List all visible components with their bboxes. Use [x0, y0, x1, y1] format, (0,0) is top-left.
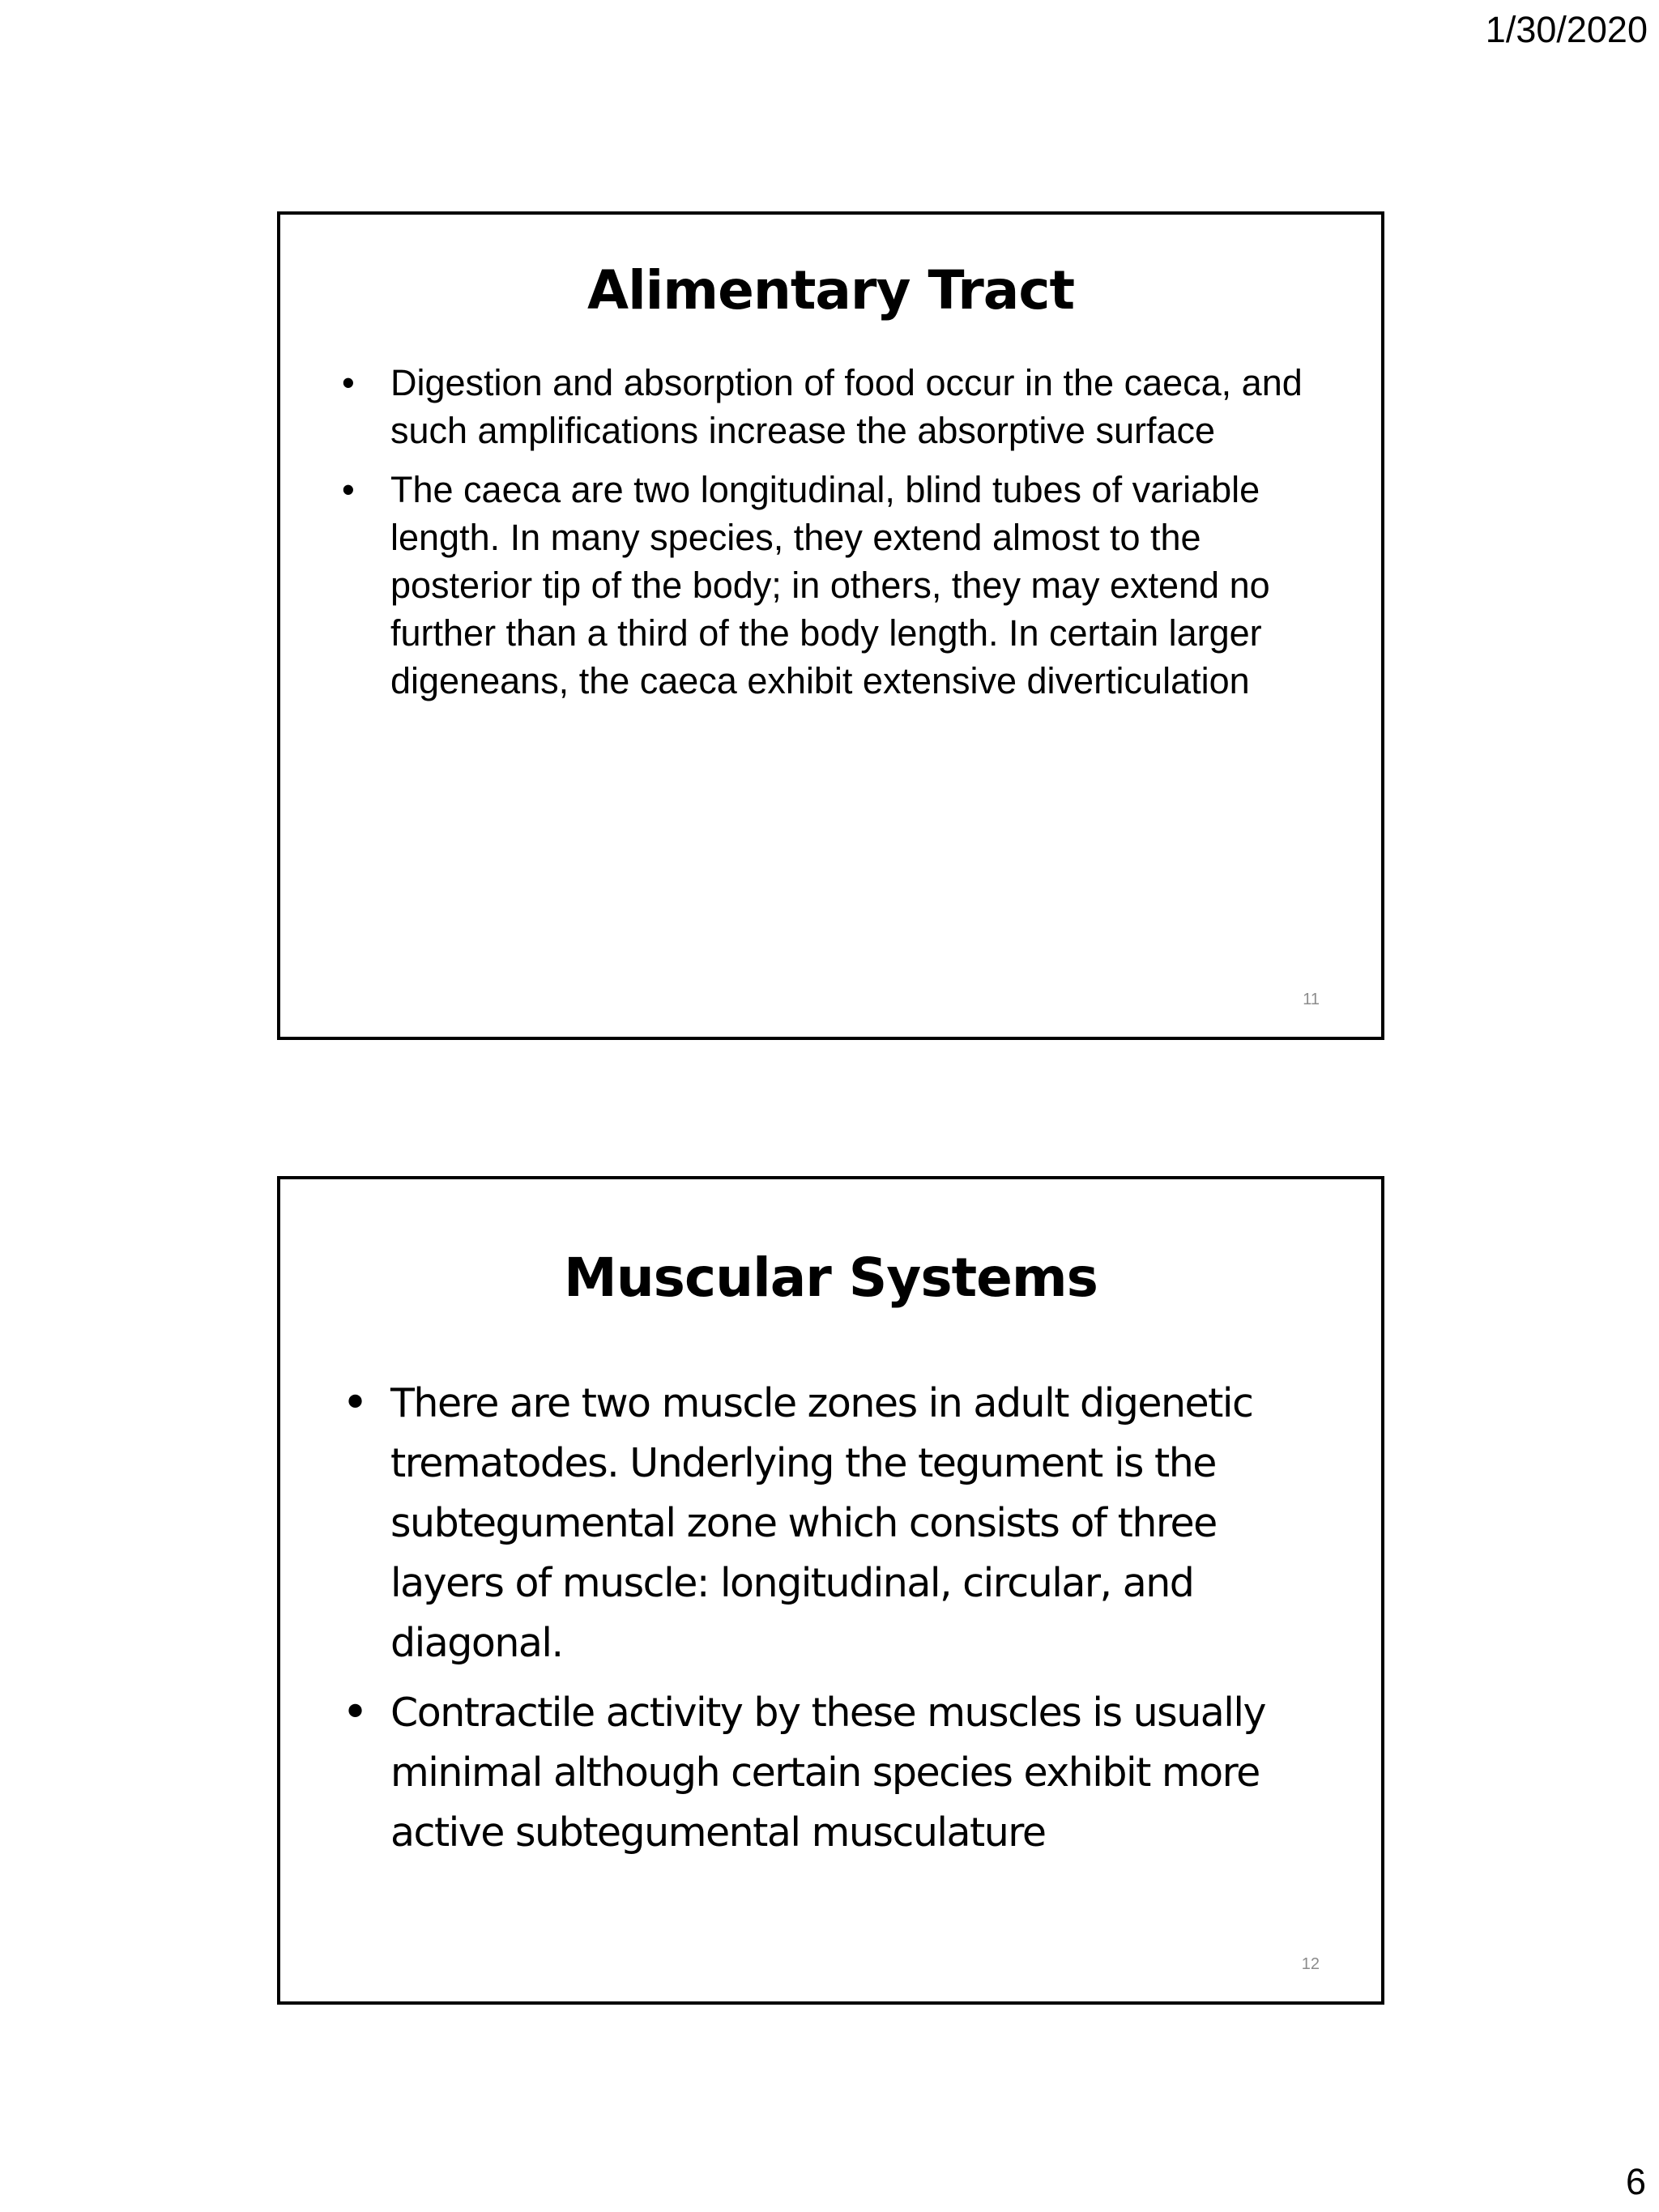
slide-number: 11 [1303, 991, 1320, 1008]
page-number: 6 [1625, 2161, 1646, 2202]
bullet-item: • The caeca are two longitudinal, blind tubes of variable length. In many species, they extend almost to the posterior tip of the body; in others, they may extend no further than a third of the body length. In certain larger digeneans, the caeca exhibit extensive diverticulation [342, 466, 1333, 705]
slide-number: 12 [1301, 1955, 1320, 1973]
slide-alimentary-tract [277, 211, 1384, 1040]
slide-muscular-systems [277, 1176, 1384, 2005]
slide-title: Alimentary Tract [586, 259, 1074, 322]
bullet-item: • There are two muscle zones in adult digenetic trematodes. Underlying the tegument is the subtegumental zone which consists of three layers of muscle: longitudinal, circular, and diagonal. [342, 1374, 1333, 1673]
page-date: 1/30/2020 [1485, 9, 1648, 50]
bullet-item: • Contractile activity by these muscles is usually minimal although certain species exhibit more active subtegumental musculature [342, 1683, 1333, 1863]
bullet-list [342, 359, 1333, 716]
bullet-list [342, 1374, 1333, 1873]
bullet-item: • Digestion and absorption of food occur in the caeca, and such amplifications increase the absorptive surface [342, 359, 1333, 454]
slide-title: Muscular Systems [564, 1247, 1098, 1309]
